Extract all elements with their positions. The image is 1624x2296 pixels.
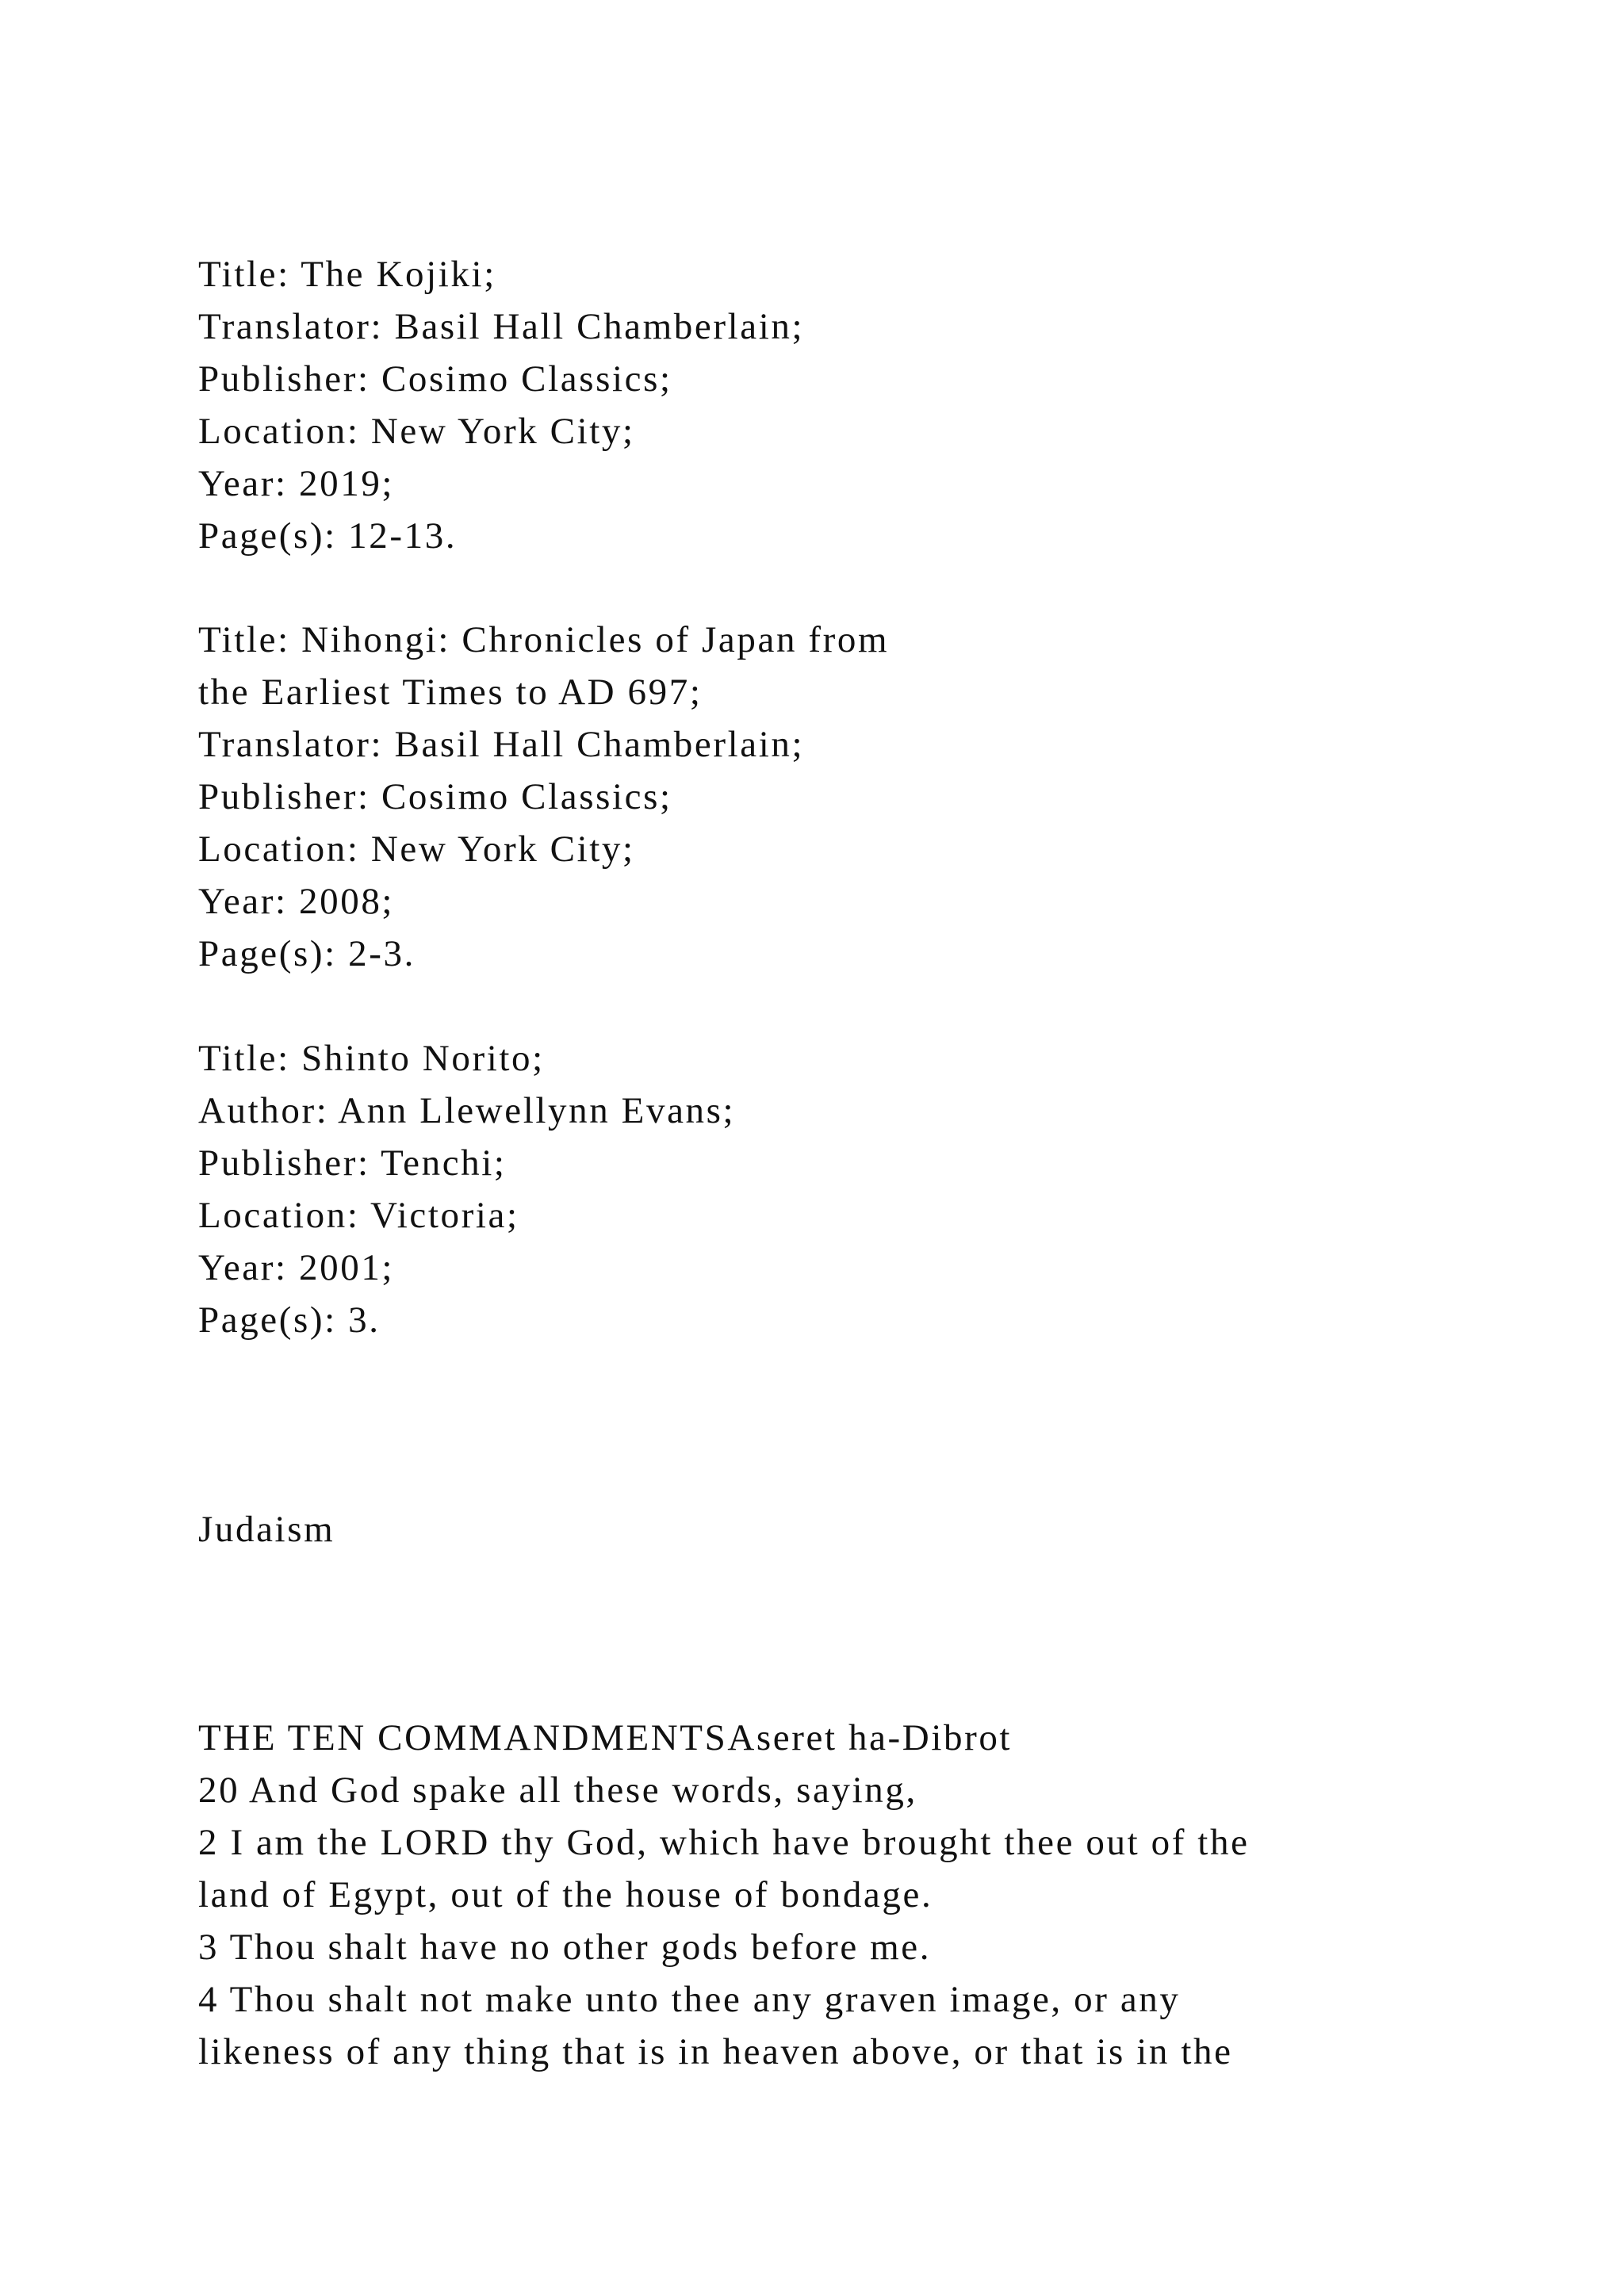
citation-line: Page(s): 3. bbox=[198, 1299, 381, 1341]
citation-line: Publisher: Tenchi; bbox=[198, 1142, 507, 1184]
citation-line: Year: 2019; bbox=[198, 463, 395, 504]
citation-line: Title: The Kojiki; bbox=[198, 254, 496, 295]
passage-line: 4 Thou shalt not make unto thee any graven image, or any bbox=[198, 1979, 1181, 2020]
citation-line: Title: Nihongi: Chronicles of Japan from bbox=[198, 619, 890, 660]
citation-line: Publisher: Cosimo Classics; bbox=[198, 776, 672, 817]
citation-shinto-norito bbox=[198, 1032, 1546, 1346]
section-heading: Judaism bbox=[198, 1509, 335, 1550]
passage-line: 20 And God spake all these words, saying, bbox=[198, 1770, 917, 1811]
passage-line: 2 I am the LORD thy God, which have brought thee out of the bbox=[198, 1822, 1250, 1863]
passage-line: likeness of any thing that is in heaven above, or that is in the bbox=[198, 2031, 1233, 2072]
citation-line: the Earliest Times to AD 697; bbox=[198, 672, 703, 713]
citation-line: Year: 2001; bbox=[198, 1247, 395, 1288]
citation-line: Page(s): 12-13. bbox=[198, 515, 458, 557]
citation-line: Translator: Basil Hall Chamberlain; bbox=[198, 306, 805, 347]
citation-line: Author: Ann Llewellynn Evans; bbox=[198, 1090, 736, 1131]
citation-line: Year: 2008; bbox=[198, 881, 395, 922]
passage-line: land of Egypt, out of the house of bondage. bbox=[198, 1874, 933, 1915]
citation-line: Publisher: Cosimo Classics; bbox=[198, 358, 672, 400]
citation-line: Location: New York City; bbox=[198, 828, 635, 870]
passage-line: THE TEN COMMANDMENTSAseret ha-Dibrot bbox=[198, 1717, 1013, 1758]
citation-line: Title: Shinto Norito; bbox=[198, 1038, 545, 1079]
citation-line: Location: New York City; bbox=[198, 411, 635, 452]
passage-line: 3 Thou shalt have no other gods before me. bbox=[198, 1927, 932, 1968]
citation-kojiki bbox=[198, 248, 1546, 562]
citation-line: Location: Victoria; bbox=[198, 1195, 519, 1236]
citation-line: Translator: Basil Hall Chamberlain; bbox=[198, 724, 805, 765]
citation-nihongi bbox=[198, 614, 1546, 980]
commandments-passage bbox=[198, 1712, 1546, 2078]
citation-line: Page(s): 2-3. bbox=[198, 933, 416, 974]
section-heading-block bbox=[198, 1503, 1546, 1556]
